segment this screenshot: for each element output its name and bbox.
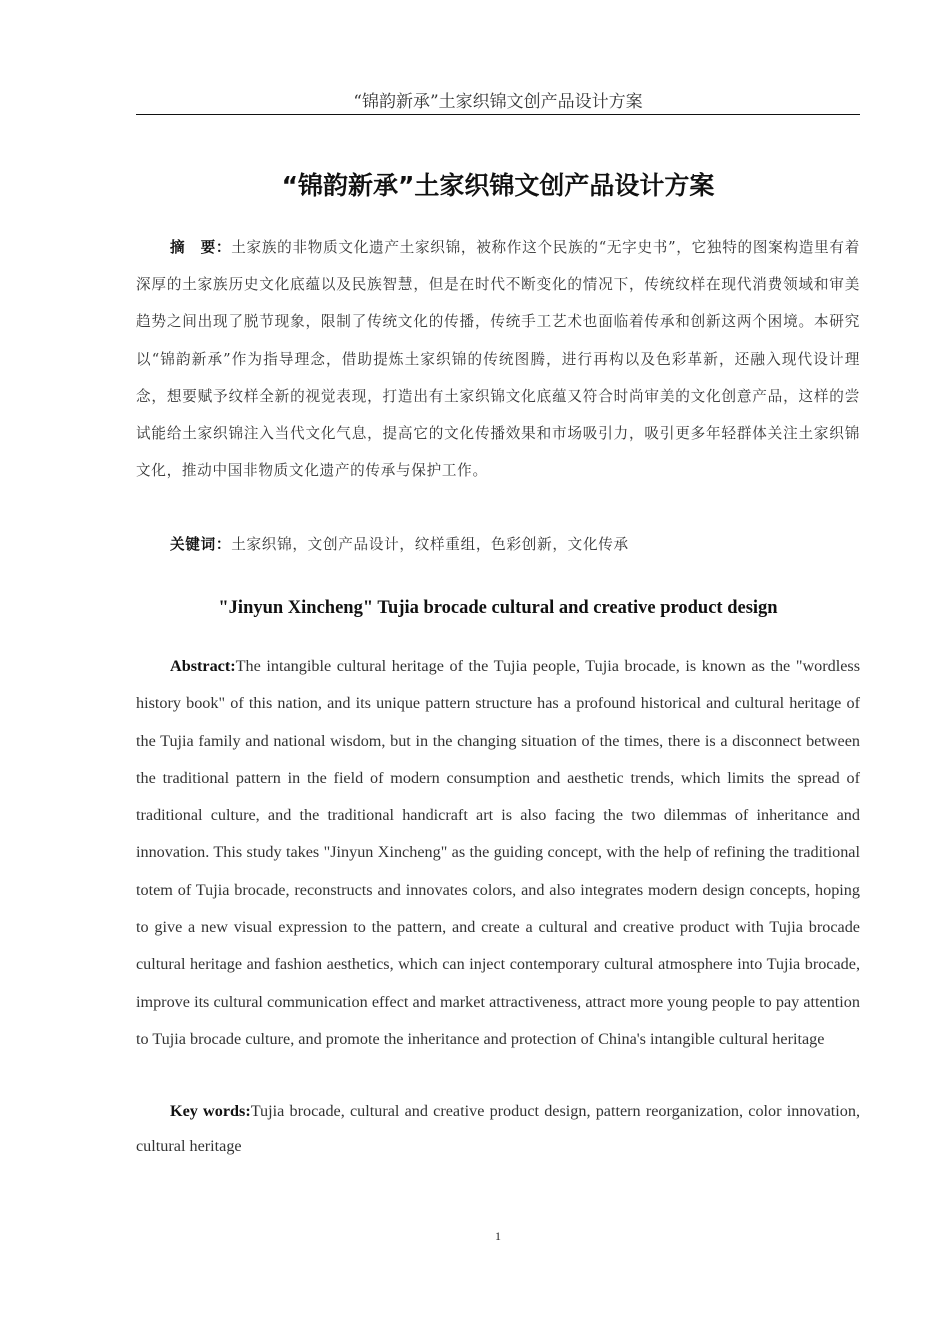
chinese-abstract-text: 土家族的非物质文化遗产土家织锦，被称作这个民族的“无字史书”，它独特的图案构造里有着深厚的土家族历史文化底蕴以及民族智慧，但是在时代不断变化的情况下，传统纹样在现代消费领域和审美趋势之间出现了脱节现象，限制了传统文化的传播，传统手工艺术也面临着传承和创新这两个困境。本研究以“锦韵新承”作为指导理念，借助提炼土家织锦的传统图腾，进行再构以及色彩革新，还融入现代设计理念，想要赋予纹样全新的视觉表现，打造出有土家织锦文化底蕴又符合时尚审美的文化创意产品，这样的尝试能给土家织锦注入当代文化气息，提高它的文化传播效果和市场吸引力，吸引更多年轻群体关注土家织锦文化，推动中国非物质文化遗产的传承与保护工作。	[136, 239, 860, 480]
english-abstract-text: The intangible cultural heritage of the Tujia people, Tujia brocade, is known as the "wordless history book" of this nation, and its unique pattern structure has a profound historical and cultural heritage of the Tujia family and national wisdom, but in the changing situation of the times, there is a disconnect between the traditional pattern in the field of modern consumption and aesthetic trends, which limits the spread of traditional culture, and the traditional handicraft art is also facing the two dilemmas of inheritance and innovation. This study takes "Jinyun Xincheng" as the guiding concept, with the help of refining the traditional totem of Tujia brocade, reconstructs and innovates colors, and also integrates modern design concepts, hoping to give a new visual expression to the pattern, and create a cultural and creative product with Tujia brocade cultural heritage and fashion aesthetics, which can inject contemporary cultural atmosphere into Tujia brocade, improve its cultural communication effect and market attractiveness, attract more young people to pay attention to Tujia brocade culture, and promote the inheritance and protection of China's intangible cultural heritage	[136, 657, 860, 1048]
chinese-abstract-label: 摘 要：	[170, 239, 232, 256]
chinese-abstract	[136, 229, 860, 489]
english-keywords-text: Tujia brocade, cultural and creative product design, pattern reorganization, color innovation, cultural heritage	[136, 1102, 861, 1155]
english-keywords	[136, 1094, 860, 1164]
english-keywords-label: Key words:	[170, 1102, 251, 1120]
chinese-keywords-label: 关键词：	[170, 536, 232, 553]
english-abstract-label: Abstract:	[170, 657, 236, 675]
page-number: 1	[495, 1229, 501, 1243]
english-abstract	[136, 648, 860, 1058]
english-title: "Jinyun Xincheng" Tujia brocade cultural and creative product design	[218, 598, 778, 618]
running-header: “锦韵新承”土家织锦文创产品设计方案	[353, 92, 643, 112]
chinese-keywords-text: 土家织锦，文创产品设计，纹样重组，色彩创新，文化传承	[231, 536, 629, 553]
chinese-title: “锦韵新承”土家织锦文创产品设计方案	[281, 171, 715, 200]
chinese-keywords	[136, 526, 860, 563]
header-rule	[136, 114, 860, 115]
